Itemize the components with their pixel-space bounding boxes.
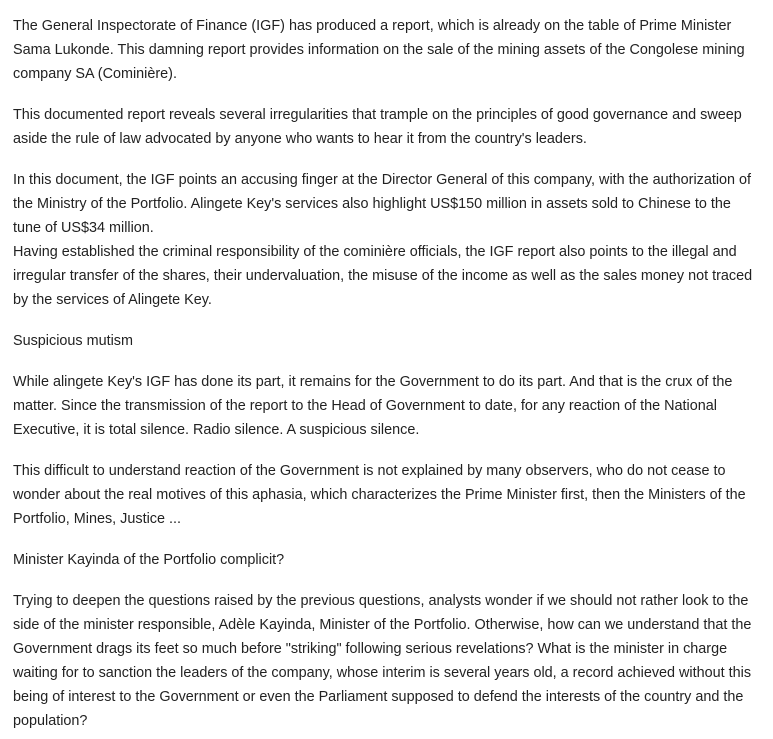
paragraph-observers: This difficult to understand reaction of the Government is not explained by many observers, who do not cease to wonder about the real motives of this aphasia, which characterizes the Prime Minister first, then the Ministers of the Portfolio, Mines, Justice ... bbox=[13, 463, 746, 527]
paragraph-igf-report: The General Inspectorate of Finance (IGF) has produced a report, which is already on the table of Prime Minister Sama Lukonde. This damning report provides information on the sale of the mining assets of the Congolese mining company SA (Cominière). bbox=[13, 18, 745, 82]
paragraph-government-silence: While alingete Key's IGF has done its part, it remains for the Government to do its part. And that is the crux of the matter. Since the transmission of the report to the Head of Government to date, for any reaction of the National Executive, it is total silence. Radio silence. A suspicious silence. bbox=[13, 374, 733, 438]
subheading-minister-kayinda: Minister Kayinda of the Portfolio complicit? bbox=[13, 552, 285, 568]
subheading-suspicious-mutism: Suspicious mutism bbox=[13, 333, 133, 349]
paragraph-analysts-question: Trying to deepen the questions raised by the previous questions, analysts wonder if we should not rather look to the side of the minister responsible, Adèle Kayinda, Minister of the Portfolio. Otherwise, how can we understand that the Government drags its feet so much before "striking" following serious revelations? What is the minister in charge waiting for to sanction the leaders of the company, whose interim is several years old, a record achieved without this being of interest to the Government or even the Parliament supposed to defend the interests of the country and the population? bbox=[13, 593, 752, 729]
paragraph-criminal-responsibility: Having established the criminal responsibility of the cominière officials, the IGF report also points to the illegal and irregular transfer of the shares, their undervaluation, the misuse of the income as well as the sales money not traced by the services of Alingete Key. bbox=[13, 244, 753, 308]
paragraph-accusing-finger: In this document, the IGF points an accusing finger at the Director General of this company, with the authorization of the Ministry of the Portfolio. Alingete Key's services also highlight US$150 million in assets sold to Chinese to the tune of US$34 million. bbox=[13, 172, 752, 236]
paragraph-irregularities: This documented report reveals several irregularities that trample on the principles of good governance and sweep aside the rule of law advocated by anyone who wants to hear it from the country's leaders. bbox=[13, 107, 742, 147]
